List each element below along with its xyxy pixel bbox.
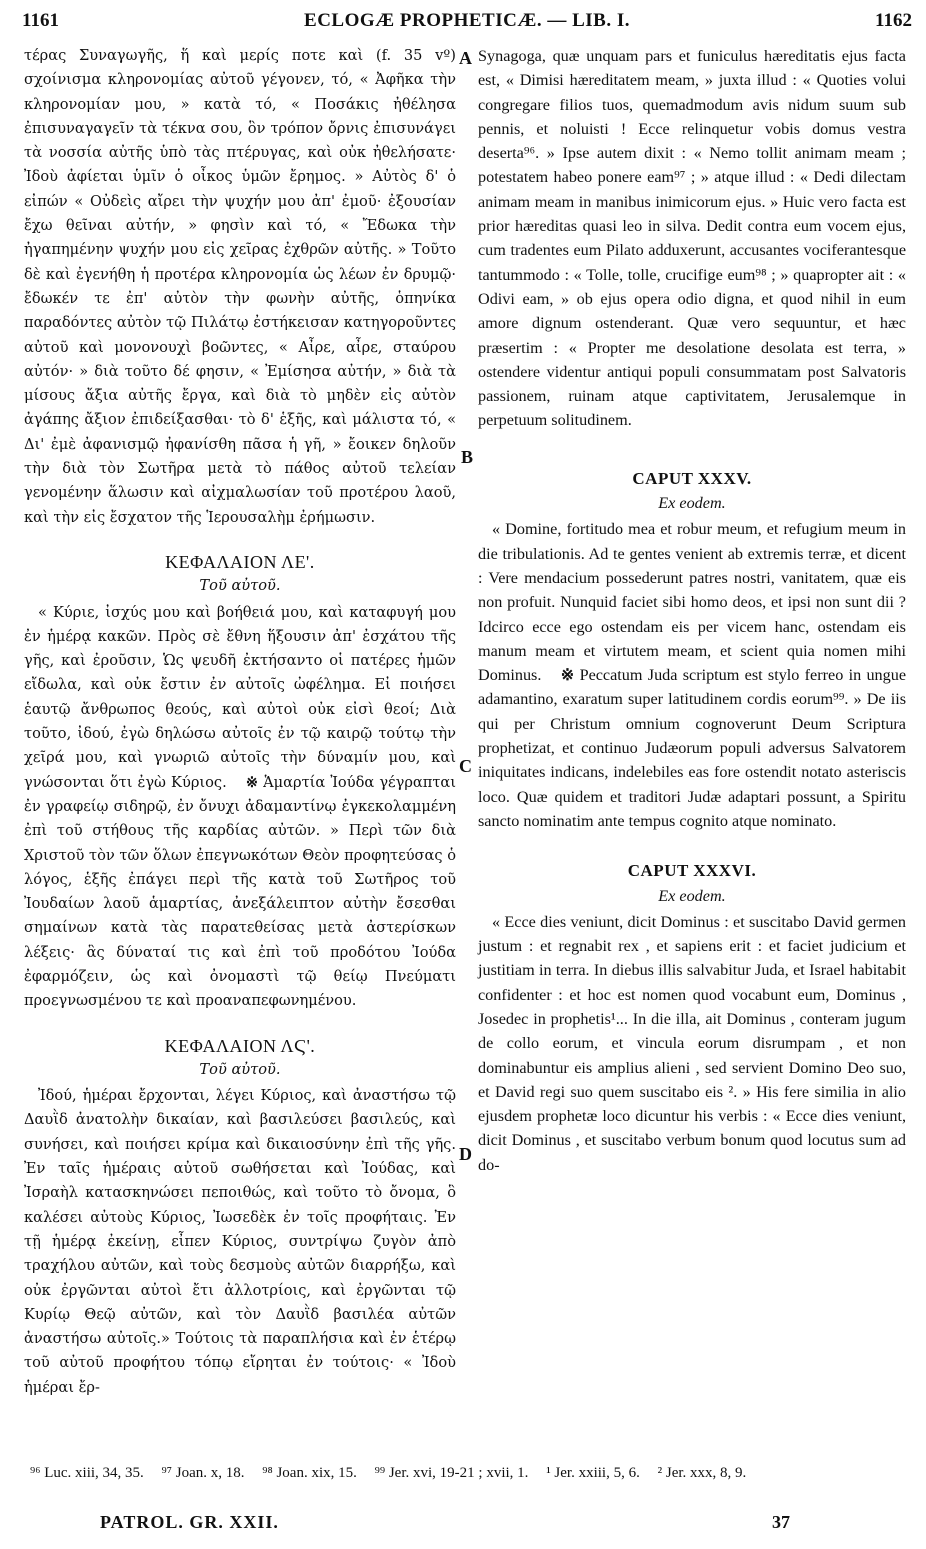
- page-number-left: 1161: [22, 10, 59, 31]
- greek-chapter-36-subtitle: Τοῦ αὐτοῦ.: [199, 1060, 281, 1078]
- greek-chapter-35-text: [24, 601, 456, 1014]
- latin-chapter-36-title: CAPUT XXXVI.: [627, 861, 757, 881]
- footnote: ⁹⁷ Joan. x, 18.: [161, 1465, 245, 1481]
- footnote: ⁹⁹ Jer. xvi, 19-21 ; xvii, 1.: [374, 1465, 529, 1481]
- series-signature: PATROL. GR. XXII.: [100, 1512, 279, 1532]
- latin-chapter-36-subtitle: Ex eodem.: [658, 886, 726, 905]
- latin-chapter-35-text-a: « Domine, fortitudo mea et robur meum, et refugium meum in die tribulationis. Ad te gentes venient ab extremis terræ, et dicent : Vere mendacium possederunt patres nostri, vanitatem, quæ eis non profuit. Nunquid faciet sibi homo deos, et ipsi non sunt dii ? Idcirco ecce ego ostendam eis per vicem hanc, ostendam eis manum meam et virtutem meam, et scient quia nomen mihi Dominus.: [478, 520, 906, 685]
- greek-chapter-35-title: ΚΕΦΑΛΑΙΟΝ ΛΕ'.: [165, 551, 315, 572]
- greek-column: [24, 44, 456, 1400]
- page-footer: [100, 1512, 860, 1538]
- margin-letter-c: C: [459, 756, 472, 776]
- margin-letter-a: A: [459, 48, 472, 68]
- latin-chapter-35-subtitle: Ex eodem.: [658, 494, 726, 513]
- greek-intro-paragraph: τέρας Συναγωγῆς, ἥ καὶ μερίς ποτε καὶ (f. 35 vº) σχοίνισμα κληρονομίας αὐτοῦ γέγονεν, τό, « Ἀφῆκα τὴν κληρονομίαν μου, » κατὰ τό, « Ποσάκις ἠθέλησα ἐπισυναγαγεῖν τὰ τέκνα σου, ὃν τρόπον ὄρνις ἐπισυνάγει τὰ νοσσία αὐτῆς ὑπὸ τὰς πτέρυγας, καὶ οὐκ ἠθελήσατε· Ἰδοὺ ἀφίεται ὑμῖν ὁ οἶκος ὑμῶν ἔρημος. » Αὐτὸς δ' ὁ εἰπών « Οὐδεὶς αἴρει τὴν ψυχήν μου ἀπ' ἐμοῦ· ἐξουσίαν ἔχω θεῖναι αὐτήν, » φησὶν καὶ τό, « Ἔδωκα τὴν ἠγαπημένην ψυχήν μου εἰς χεῖρας ἐχθρῶν αὐτῆς. » Τοῦτο δὲ καὶ ἐγενήθη ἡ προτέρα κληρονομία ὡς λέων ἐν δρυμῷ· ἔδωκέν τε ἐπ' αὐτὸν τὴν φωνὴν αὐτῆς, ὁπηνίκα παραδόντες αὐτὸν τῷ Πιλάτῳ ἐστήκεισαν κατηγοροῦντες αὐτοῦ καὶ μονονουχὶ βοῶντες, « Αἶρε, αἶρε, σταύρου αὐτόν· » διὰ τοῦτο δέ φησιν, « Ἐμίσησα αὐτήν, » διὰ τὰ μίσους ἄξια αὐτῆς ἔργα, καὶ διὰ τὸ μηδὲν εἰς αὐτὸν ἀγάπης ἄξιον ἐπιδείξασθαι· τὸ δ' ἑξῆς, καὶ μάλιστα τό, « Δι' ἐμὲ ἀφανισμῷ ἠφανίσθη πᾶσα ἡ γῆ, » ἔοικεν δηλοῦν τὴν διὰ τὸν Σωτῆρα μετὰ τὸ πάθος αὐτοῦ τελείαν γενομένην ἅλωσιν καὶ αἰχμαλωσίαν τοῦ προτέρου λαοῦ, καὶ τὴν εἰς ἔσχατον τῆς Ἱερουσαλὴμ ἐρήμωσιν.: [24, 47, 456, 526]
- margin-letter-b: B: [461, 447, 474, 467]
- latin-chapter-35-title: CAPUT XXXV.: [632, 468, 752, 488]
- asterisk-mark-icon: ※: [245, 773, 259, 791]
- latin-column: [478, 44, 906, 1177]
- running-title: ECLOGÆ PROPHETICÆ. — LIB. I.: [304, 10, 630, 31]
- latin-chapter-36-text: « Ecce dies veniunt, dicit Dominus : et suscitabo David germen justum : et regnabit rex , et sapiens erit : et faciet judicium et justitiam in terra. In diebus illis salvabitur Juda, et Israel habitabit confidenter : et hoc est nomen quod vocabunt eum, Dominus , Josedec in prophetis¹... In die illa, ait Dominus , conteram jugum de collo eorum, et vincula eorum disrumpam , et non dominabuntur eis amplius alieni , sed servient Domino Deo suo, et David regi suo quem suscitabo eis ². » His fere similia in alio ejusdem prophetæ loco dicuntur his verbis : « Ecce dies veniunt, dicit Dominus , et suscitabo verbum bonum quod locutus sum ad do-: [478, 912, 906, 1174]
- latin-intro-paragraph: Synagoga, quæ unquam pars et funiculus hæreditatis ejus facta est, « Dimisi hæreditatem meam, » juxta illud : « Quoties volui congregare filios tuos, quemadmodum avis nidum suum sub pennis, et noluisti ! Ecce relinquetur vobis domus vestra deserta⁹⁶. » Ipse autem dixit : « Nemo tollit animam meam ; potestatem habeo ponere eam⁹⁷ ; » atque illud : « Dedi dilectam animam meam in manibus inimicorum ejus. » Huic vero facta est prior hæreditas quasi leo in silva. Dedit contra eum vocem ejus, cum tradentes eum Pilato adduxerunt, accusantes vociferantesque tantummodo : « Tolle, tolle, crucifige eum⁹⁸ ; » quapropter ait : « Odivi eam, » ob ejus opera odio digna, et quod nihil in eum amore dignum ostenderant. Quæ vero sequuntur, et hæc præsertim : « Propter me desolatione desolata est terra, » ostendere videntur antiqui populi consummatam post Salvatoris passionem, ruinam atque captivitatem, Jerusalemque in perpetuum solitudinem.: [478, 47, 906, 430]
- footnotes: [30, 1464, 910, 1482]
- footnote: ⁹⁶ Luc. xiii, 34, 35.: [30, 1465, 144, 1481]
- greek-chapter-35-subtitle: Τοῦ αὐτοῦ.: [199, 577, 281, 595]
- latin-chapter-35-text-b: Peccatum Juda scriptum est stylo ferreo in ungue adamantino, exaratum super latitudinem cordis eorum⁹⁹. » De iis qui per Christum omnium cognoverunt Deum Scriptura prophetizat, et continuo Judæorum populi adversus Salvatorem iniquitates indicans, indelebiles eas fore ostendit notato asteriscis loco. Quæ quidem et traditori Judæ adaptari possunt, a Spiritu sancto nominatim ante tempus cognito atque nominato.: [478, 666, 907, 830]
- greek-chapter-36-title: ΚΕΦΑΛΑΙΟΝ ΛϚ'.: [164, 1035, 316, 1056]
- asterisk-mark-icon: ※: [560, 666, 575, 685]
- greek-chapter-35-text-a: « Κύριε, ἰσχύς μου καὶ βοήθειά μου, καὶ καταφυγή μου ἐν ἡμέρᾳ κακῶν. Πρὸς σὲ ἔθνη ἥξουσιν ἀπ' ἐσχάτου τῆς γῆς, καὶ ἐροῦσιν, Ὡς ψευδῆ ἐκτήσαντο οἱ πατέρες ἡμῶν εἴδωλα, καὶ οὐκ ἔστιν ἐν αὐτοῖς ὠφέλημα. Εἰ ποιήσει ἑαυτῷ ἄνθρωπος θεούς, καὶ αὐτοὶ οὐκ εἰσὶ θεοί; Διὰ τοῦτο, ἰδού, ἐγὼ δηλώσω αὐτοῖς ἐν τῷ καιρῷ τούτῳ τὴν χεῖρά μου, καὶ γνωριῶ αὐτοῖς τὴν δύναμίν μου, καὶ γνώσονται ὅτι ἐγὼ Κύριος.: [24, 603, 456, 791]
- footnote: ¹ Jer. xxiii, 5, 6.: [546, 1465, 640, 1481]
- footnote: ⁹⁸ Joan. xix, 15.: [262, 1465, 357, 1481]
- running-header: [22, 10, 912, 36]
- footnote: ² Jer. xxx, 8, 9.: [657, 1465, 747, 1481]
- margin-letter-d: D: [459, 1144, 472, 1164]
- latin-chapter-35-text: [478, 517, 906, 833]
- page-number-right: 1162: [875, 10, 912, 31]
- greek-chapter-36-text: Ἰδού, ἡμέραι ἔρχονται, λέγει Κύριος, καὶ ἀναστήσω τῷ Δαυῒδ ἀνατολὴν δικαίαν, καὶ βασιλεύσει βασιλεύς, καὶ συνήσει, καὶ ποιήσει κρίμα καὶ δικαιοσύνην ἐπὶ τῆς γῆς. Ἐν ταῖς ἡμέραις αὐτοῦ σωθήσεται καὶ Ἰούδας, καὶ Ἰσραὴλ κατασκηνώσει πεποιθώς, καὶ τοῦτο τὸ ὄνομα, ὃ καλέσει αὐτοὺς Κύριος, Ἰωσεδὲκ ἐν τοῖς προφήταις. Ἐν τῇ ἡμέρᾳ ἐκείνῃ, εἶπεν Κύριος, συντρίψω ζυγὸν ἀπὸ τραχήλου αὐτῶν, καὶ τοὺς δεσμοὺς αὐτῶν διαρρήξω, καὶ οὐκ ἐργῶνται αὐτοὶ ἔτι ἀλλοτρίοις, καὶ ἐργῶνται τῷ Κυρίῳ Θεῷ αὐτῶν, καὶ τὸν Δαυῒδ βασιλέα αὐτῶν ἀναστήσω αὐτοῖς.» Τούτοις τὰ παραπλήσια καὶ ἐν ἑτέρῳ τοῦ αὐτοῦ προφήτου τόπῳ εἴρηται ἐν τούτοις· « Ἰδοὺ ἡμέραι ἔρ-: [24, 1087, 456, 1396]
- greek-chapter-35-text-b: Ἁμαρτία Ἰούδα γέγραπται ἐν γραφείῳ σιδηρῷ, ἐν ὄνυχι ἀδαμαντίνῳ ἐγκεκολαμμένη ἐπὶ τοῦ στήθους τῆς καρδίας αὐτῶν. » Περὶ τῶν διὰ Χριστοῦ τὸν τῶν ὅλων ἐπεγνωκότων Θεὸν προφητεύσας ὁ λόγος, ἑξῆς ἐπάγει περὶ τῆς κατὰ τοῦ Σωτῆρος τοῦ Ἰουδαίων λαοῦ ἁμαρτίας, ἀνεξάλειπτον αὐτὴν ἔσεσθαι σημαίνων κατὰ τὰς παρατεθείσας μετὰ ἀστερίσκων λέξεις· ἃς δύναταί τις καὶ ἐπὶ τοῦ προδότου Ἰούδα ἐφαρμόζειν, ὡς καὶ ὀνομαστὶ τῷ θείῳ Πνεύματι προεγνωσμένου τε καὶ προαναπεφωνημένου.: [24, 773, 456, 1010]
- sheet-number: 37: [772, 1512, 790, 1532]
